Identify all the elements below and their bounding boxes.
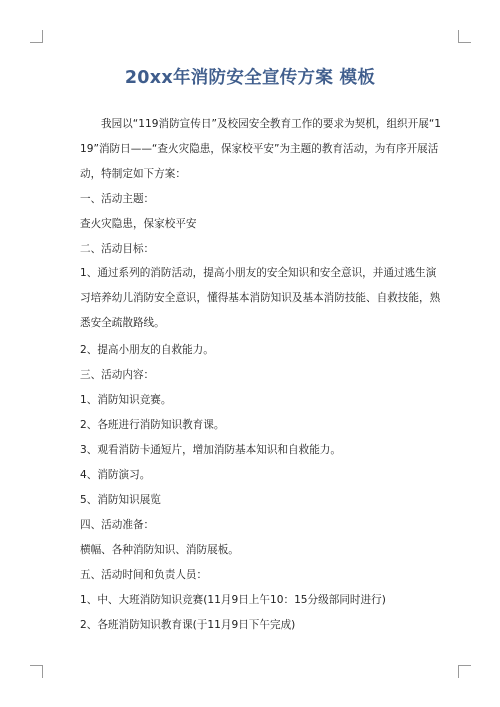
section-heading-theme: 一、活动主题： — [80, 193, 155, 205]
content-item-2: 2、各班进行消防知识教育课。 — [80, 419, 225, 431]
corner-mark-bottom-left — [30, 665, 43, 678]
content-item-1: 1、消防知识竞赛。 — [80, 394, 172, 406]
corner-mark-top-left — [30, 30, 43, 43]
intro-paragraph: 我园以“119消防宣传日”及校园安全教育工作的要求为契机，组织开展“119”消防日——“查火灾隐患，保家校平安”为主题的教育活动，为有序开展活动，特制定如下方案： — [80, 118, 442, 180]
document-title: 20xx年消防安全宣传方案 模板 — [124, 68, 376, 88]
section-heading-schedule: 五、活动时间和负责人员： — [80, 569, 208, 581]
corner-mark-bottom-right — [458, 665, 471, 678]
section-heading-goals: 二、活动目标： — [80, 243, 155, 255]
content-item-3: 3、观看消防卡通短片，增加消防基本知识和自救能力。 — [80, 444, 341, 456]
preparation-text: 横幅、各种消防知识、消防展板。 — [80, 544, 239, 556]
section-heading-preparation: 四、活动准备： — [80, 519, 155, 531]
corner-mark-top-right — [458, 30, 471, 43]
section-heading-content: 三、活动内容： — [80, 369, 155, 381]
goal-item-1: 1、通过系列的消防活动，提高小朋友的安全知识和安全意识，并通过逃生演习培养幼儿消防安全意识，懂得基本消防知识及基本消防技能、自救技能，熟悉安全疏散路线。 — [80, 267, 441, 329]
schedule-item-2: 2、各班消防知识教育课(于11月9日下午完成) — [80, 619, 296, 631]
theme-text: 查火灾隐患，保家校平安 — [80, 218, 197, 230]
goal-item-2: 2、提高小朋友的自救能力。 — [80, 344, 214, 356]
schedule-item-1: 1、中、大班消防知识竞赛(11月9日上午10：15分级部同时进行) — [80, 594, 386, 606]
content-item-4: 4、消防演习。 — [80, 469, 151, 481]
content-item-5: 5、消防知识展览 — [80, 494, 161, 506]
